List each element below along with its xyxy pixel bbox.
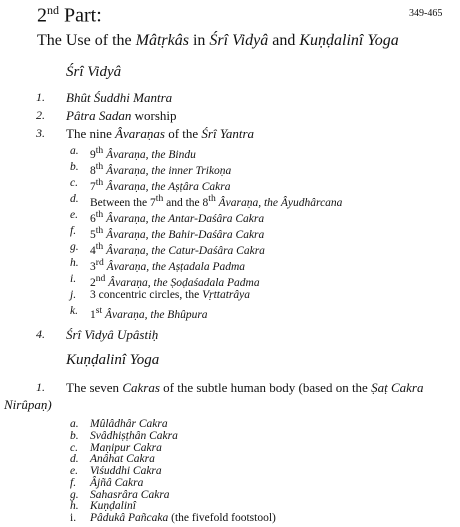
sub-letter: f.	[70, 477, 77, 489]
page-range: 349-465	[409, 8, 443, 19]
list-number: 4.	[36, 327, 45, 341]
sub-letter: h.	[70, 257, 79, 269]
ordinal-suffix-2: th	[208, 193, 216, 204]
ordinal: 7	[90, 180, 96, 193]
sub-text: Anâhat Cakra	[90, 453, 155, 465]
sub-letter: b.	[70, 161, 79, 173]
list-term2: Ṣaṭ Cakra	[371, 380, 424, 395]
sub-text: Maṇipur Cakra	[90, 442, 162, 454]
title-matrkas: Mâtṛkâs	[135, 32, 189, 49]
list-number: 1.	[36, 380, 45, 394]
section-heading-sri-vidya: Śrî Vidyâ	[66, 64, 122, 80]
sub-term: Vṛttatrâya	[202, 289, 250, 301]
sub-letter: g.	[70, 489, 79, 501]
sub-text: Âvaraṇa, the Antar-Daśâra Cakra	[103, 212, 265, 225]
sub-text: Âvaraṇa, the Catur-Daśâra Cakra	[103, 244, 265, 257]
ordinal: 9	[90, 148, 96, 161]
title-and: and	[268, 32, 300, 49]
list-number: 2.	[36, 108, 45, 122]
sub-letter: k.	[70, 305, 78, 317]
sub-letter: c.	[70, 177, 78, 189]
sub-text: Pâdukâ Pañcaka	[90, 512, 169, 524]
sub-letter: g.	[70, 241, 79, 253]
list-text: Śrî Vidyâ Upâstiḥ	[66, 327, 159, 342]
ordinal-suffix: st	[95, 305, 103, 316]
sub-plain: 3 concentric circles, the	[90, 289, 203, 301]
kundalini-item-1-cont	[4, 397, 52, 413]
ordinal: 8	[90, 164, 96, 177]
sub-letter: i.	[70, 273, 77, 285]
sub-letter: f.	[70, 225, 77, 237]
sub-letter: c.	[70, 442, 78, 454]
sub-letter: a.	[70, 418, 79, 430]
list-text: Pâtra Sadan	[66, 108, 132, 123]
sub-text: Âvaraṇa, the Aṣṭadala Padma	[103, 260, 246, 273]
ordinal-suffix: th	[95, 209, 104, 220]
title-kundalini: Kuṇḍalinî Yoga	[299, 32, 399, 49]
ordinal: 5	[90, 228, 96, 241]
sub-text: Âvaraṇa, the Bhûpura	[102, 308, 208, 321]
title-prefix: The Use of the	[37, 32, 136, 49]
list-number: 1.	[36, 90, 45, 104]
section-heading-kundalini: Kuṇḍalinî Yoga	[66, 352, 160, 368]
sub-text: Viśuddhi Cakra	[90, 465, 162, 477]
part-suffix: nd	[47, 3, 59, 17]
sub-text: Mûlâdhâr Cakra	[90, 418, 168, 430]
sub-text: Âvaraṇa, the Ṣoḍaśadala Padma	[105, 276, 260, 289]
sub-letter: e.	[70, 465, 78, 477]
sub-text: Âvaraṇa, the Aṣṭâra Cakra	[103, 180, 231, 193]
ordinal-suffix: th	[95, 225, 104, 236]
ordinal-suffix: th	[95, 177, 104, 188]
list-prefix: The nine	[66, 126, 116, 141]
ordinal: 2	[90, 276, 96, 289]
sub-text: Âvaraṇa, the Âyudhârcana	[215, 196, 343, 209]
sub-letter: j.	[70, 289, 77, 301]
title-middle: in	[188, 32, 210, 49]
list-continuation: Nirûpaṇ)	[4, 397, 52, 412]
ordinal-suffix: th	[95, 241, 104, 252]
ordinal-suffix: nd	[95, 273, 106, 284]
sub-mid: and the 8	[163, 196, 209, 209]
ordinal: 4	[90, 244, 96, 257]
sub-text: Svâdhiṣṭhân Cakra	[90, 430, 178, 442]
list-number: 3.	[36, 126, 45, 140]
sub-letter: b.	[70, 430, 79, 442]
sub-letter: i.	[70, 512, 77, 524]
ordinal-suffix: rd	[95, 257, 104, 268]
sub-letter: d.	[70, 193, 79, 205]
page-title	[37, 32, 399, 50]
ordinal: 3	[90, 260, 96, 273]
sub-letter: d.	[70, 453, 79, 465]
sub-letter: a.	[70, 145, 79, 157]
sub-pre: Between the 7	[90, 196, 156, 209]
ordinal: 6	[90, 212, 96, 225]
sub-text: Sahasrâra Cakra	[90, 489, 170, 501]
title-sri-vidya: Śrî Vidyâ	[209, 32, 269, 49]
ordinal-suffix: th	[155, 193, 164, 204]
part-heading	[37, 3, 102, 28]
part-word: Part:	[59, 4, 102, 27]
ordinal-suffix: th	[95, 161, 104, 172]
sub-text: Âvaraṇa, the Bahir-Daśâra Cakra	[103, 228, 265, 241]
sub-text: Kuṇḍalinî	[90, 500, 137, 512]
list-text: Bhût Śuddhi Mantra	[66, 90, 173, 105]
list-prefix: The seven	[66, 380, 123, 395]
sub-letter: h.	[70, 500, 79, 512]
sub-letter: e.	[70, 209, 78, 221]
sub-text: Âvaraṇa, the Bindu	[103, 148, 196, 161]
list-term: Âvaraṇas	[115, 126, 165, 141]
list-mid: of the	[164, 126, 202, 141]
ordinal-suffix: th	[95, 145, 104, 156]
list-suffix: worship	[131, 108, 177, 123]
sub-suffix: (the fivefold footstool)	[168, 512, 276, 524]
list-term2: Śrî Yantra	[201, 126, 255, 141]
sub-text: Âvaraṇa, the inner Trikoṇa	[103, 164, 232, 177]
part-number: 2	[37, 4, 47, 27]
list-rest: of the subtle human body (based on the	[159, 380, 372, 395]
sub-text: Âjñâ Cakra	[90, 477, 144, 489]
list-term: Cakras	[122, 380, 160, 395]
ordinal: 1	[90, 308, 96, 321]
